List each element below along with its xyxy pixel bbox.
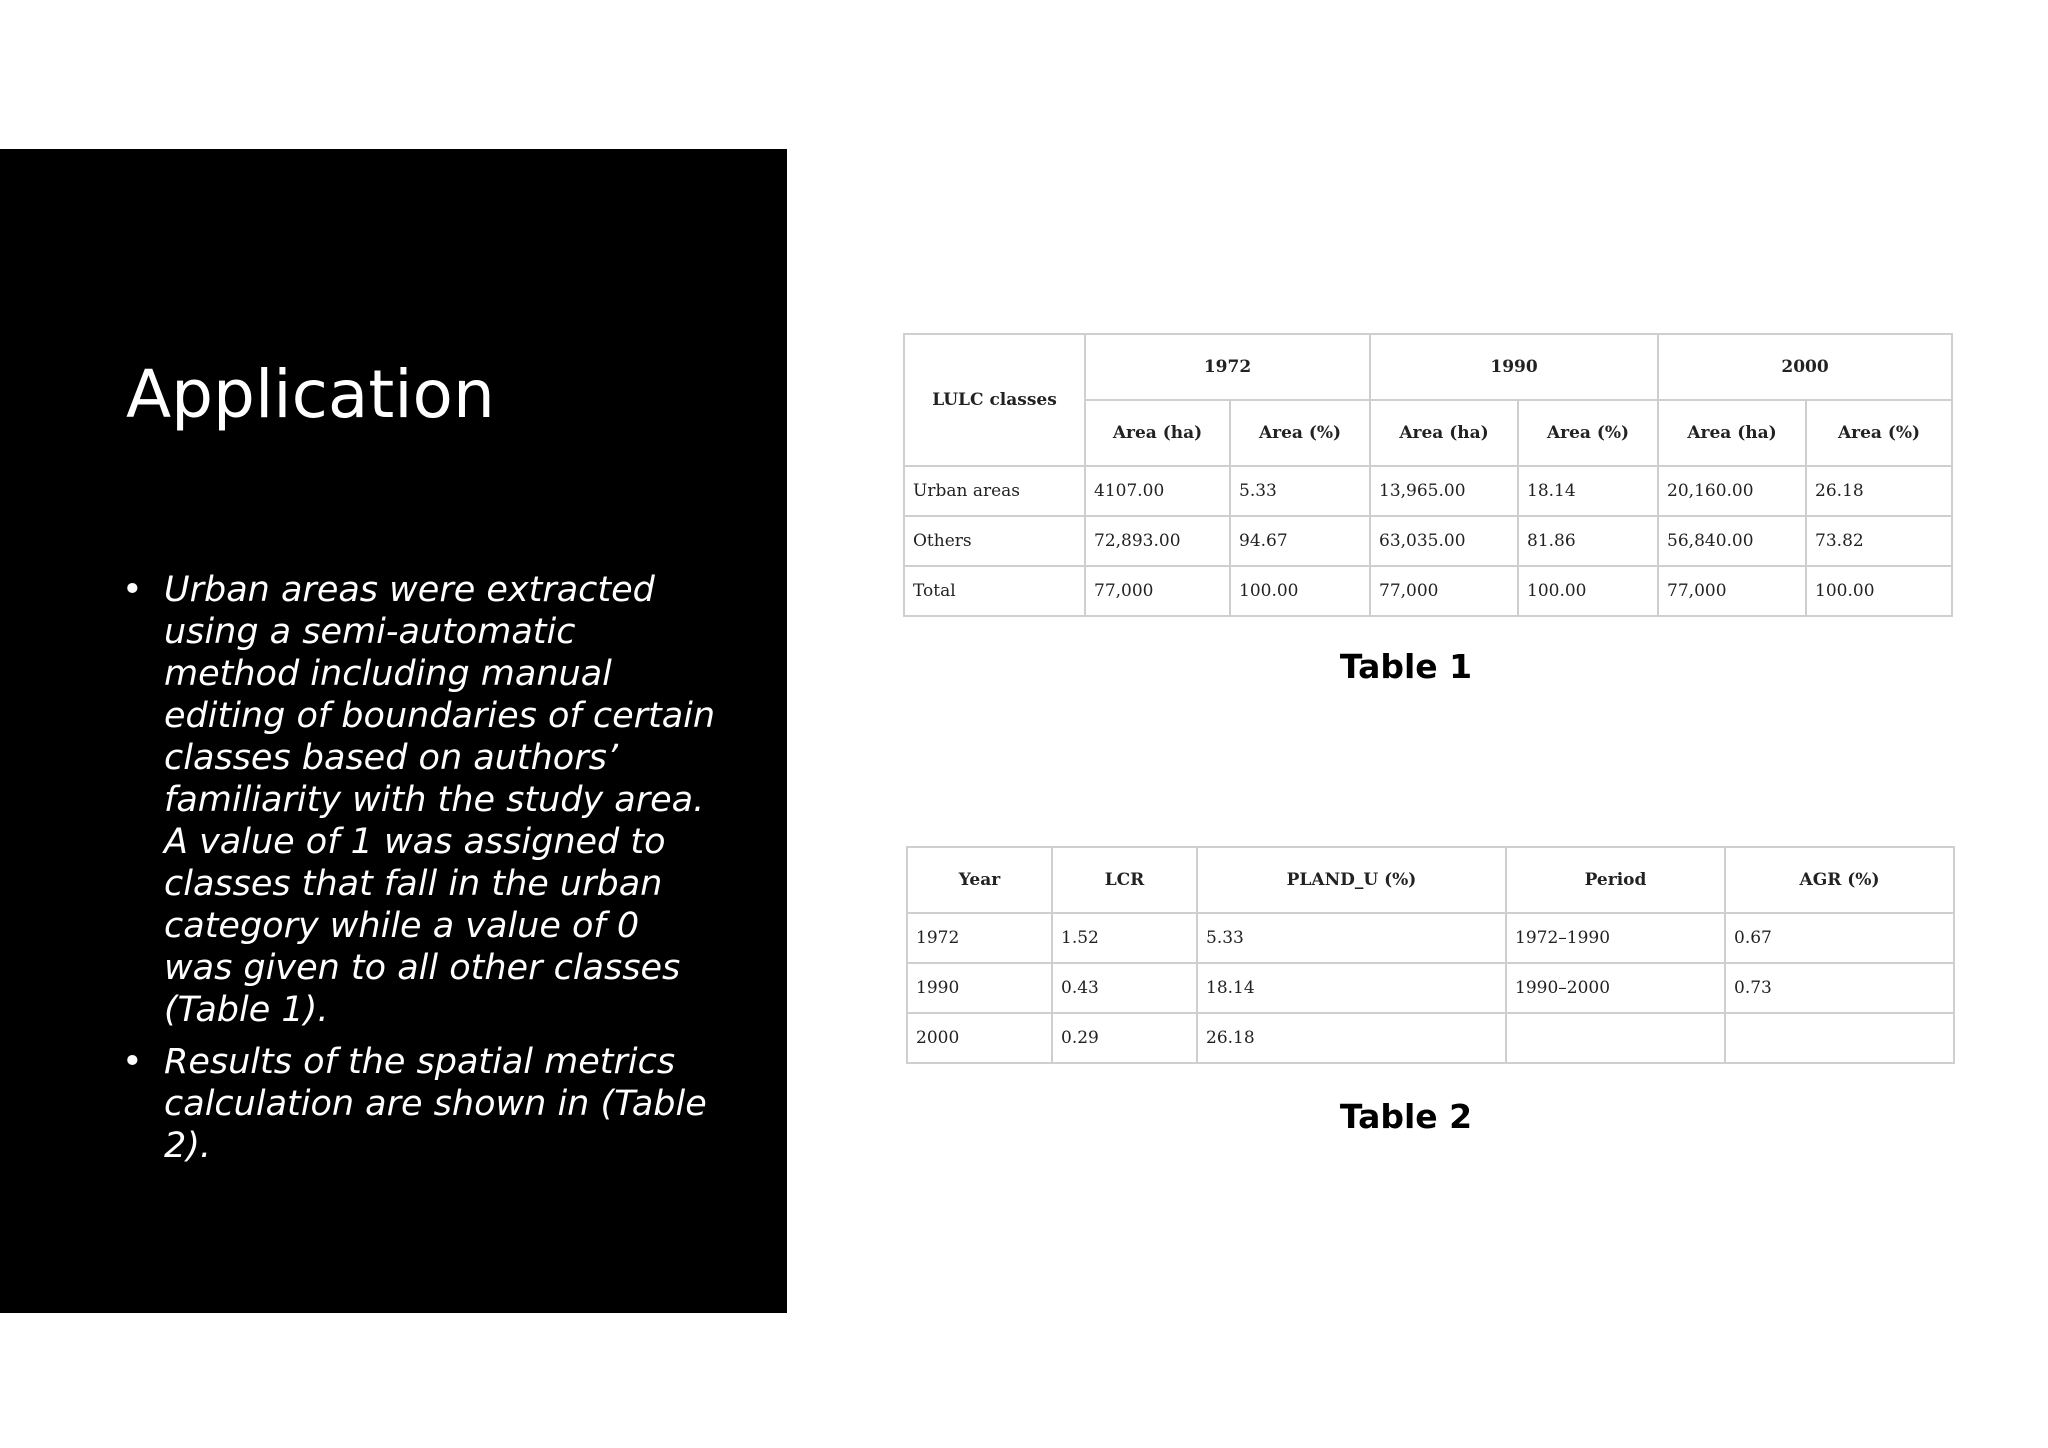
table-cell: 2000: [907, 1013, 1052, 1063]
table-cell: 1990–2000: [1506, 963, 1725, 1013]
header-year: 2000: [1658, 334, 1952, 400]
table-cell: 26.18: [1197, 1013, 1506, 1063]
table-cell: 77,000: [1085, 566, 1230, 616]
table-cell: 63,035.00: [1370, 516, 1518, 566]
slide-title: Application: [126, 356, 495, 433]
table-row: [904, 466, 1952, 516]
header-area-ha: Area (ha): [1658, 400, 1806, 466]
table-cell: 18.14: [1518, 466, 1658, 516]
header-year: Year: [907, 847, 1052, 913]
header-year: 1972: [1085, 334, 1370, 400]
table-cell: 72,893.00: [1085, 516, 1230, 566]
header-area-pct: Area (%): [1230, 400, 1370, 466]
header-pland-u: PLAND_U (%): [1197, 847, 1506, 913]
table-cell: 0.29: [1052, 1013, 1197, 1063]
table-cell: 26.18: [1806, 466, 1952, 516]
table-cell: 20,160.00: [1658, 466, 1806, 516]
table-1-caption: Table 1: [1339, 647, 1473, 686]
table-cell: 77,000: [1658, 566, 1806, 616]
row-label: Total: [904, 566, 1085, 616]
table-cell: 1972: [907, 913, 1052, 963]
header-area-ha: Area (ha): [1370, 400, 1518, 466]
table-cell: 77,000: [1370, 566, 1518, 616]
bullet-dot: •: [122, 570, 143, 610]
table-cell: 4107.00: [1085, 466, 1230, 516]
table-cell: 5.33: [1230, 466, 1370, 516]
header-period: Period: [1506, 847, 1725, 913]
header-agr: AGR (%): [1725, 847, 1954, 913]
bullet-item: [118, 1041, 718, 1167]
header-area-pct: Area (%): [1518, 400, 1658, 466]
table-cell: 56,840.00: [1658, 516, 1806, 566]
table-cell: 13,965.00: [1370, 466, 1518, 516]
header-area-ha: Area (ha): [1085, 400, 1230, 466]
table-row: [907, 1013, 1954, 1063]
table-cell: 0.43: [1052, 963, 1197, 1013]
table-cell: 73.82: [1806, 516, 1952, 566]
bullet-text: Urban areas were extracted using a semi-automatic method including manual editing of boundaries of certain classes based on authors’ familiarity with the study area. A value of 1 was assigned to classes that fall in the urban category while a value of 0 was given to all other classes (Table 1).: [164, 570, 716, 1030]
table-row: [904, 566, 1952, 616]
lulc-area-table: [903, 333, 1953, 617]
table-cell: 81.86: [1518, 516, 1658, 566]
table-cell: 100.00: [1806, 566, 1952, 616]
table-row: [907, 913, 1954, 963]
table-cell: 1990: [907, 963, 1052, 1013]
table-cell: 5.33: [1197, 913, 1506, 963]
table-cell: 0.67: [1725, 913, 1954, 963]
bullet-item: [118, 569, 718, 1031]
table-cell: [1506, 1013, 1725, 1063]
bullet-dot: •: [122, 1042, 143, 1082]
table-cell: 94.67: [1230, 516, 1370, 566]
bullet-list: [118, 569, 718, 1177]
spatial-metrics-table: [906, 846, 1955, 1064]
header-year: 1990: [1370, 334, 1658, 400]
bullet-text: Results of the spatial metrics calculation are shown in (Table 2).: [164, 1042, 707, 1166]
text-panel: [0, 149, 787, 1313]
table-cell: [1725, 1013, 1954, 1063]
table-cell: 1972–1990: [1506, 913, 1725, 963]
table-cell: 100.00: [1230, 566, 1370, 616]
table-cell: 1.52: [1052, 913, 1197, 963]
header-area-pct: Area (%): [1806, 400, 1952, 466]
header-lcr: LCR: [1052, 847, 1197, 913]
table-cell: 18.14: [1197, 963, 1506, 1013]
table-cell: 100.00: [1518, 566, 1658, 616]
table-cell: 0.73: [1725, 963, 1954, 1013]
header-lulc-classes: LULC classes: [904, 334, 1085, 466]
table-row: [907, 963, 1954, 1013]
table-row: [904, 516, 1952, 566]
row-label: Others: [904, 516, 1085, 566]
row-label: Urban areas: [904, 466, 1085, 516]
table-2-caption: Table 2: [1339, 1097, 1473, 1136]
